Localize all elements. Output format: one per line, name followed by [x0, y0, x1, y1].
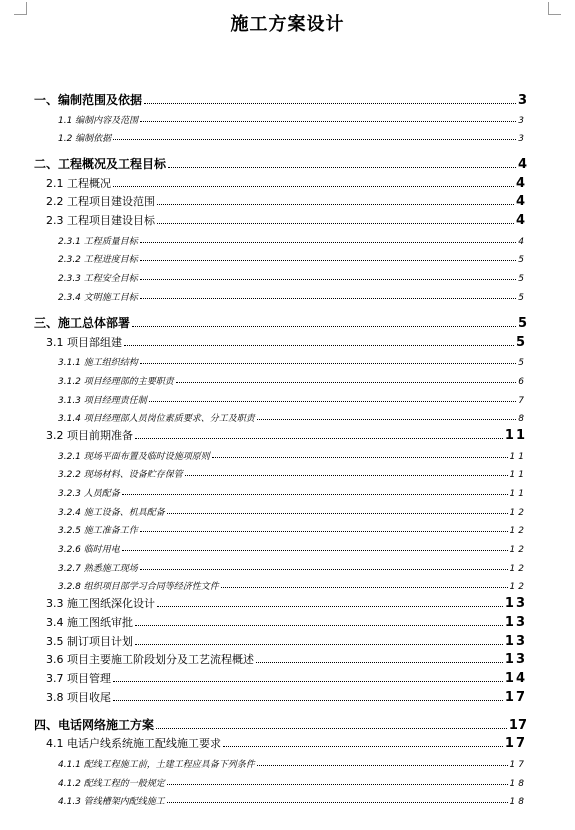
toc-entry-page-number: 18 — [509, 797, 527, 808]
toc-entry-page-number: 5 — [518, 292, 527, 303]
dot-leader — [124, 344, 514, 346]
toc-entry[interactable] — [34, 536, 527, 555]
toc-entry-page-number: 12 — [509, 582, 527, 593]
dot-leader — [122, 549, 508, 551]
toc-entry-label: 4.1.3 管线槽架内配线施工 — [58, 797, 165, 808]
toc-entry-page-number: 5 — [518, 358, 527, 369]
toc-entry[interactable] — [34, 705, 527, 733]
toc-entry[interactable] — [34, 350, 527, 369]
toc-entry-page-number: 5 — [515, 334, 527, 350]
toc-entry-page-number: 12 — [509, 526, 527, 537]
toc-entry-label: 4.1.1 配线工程施工前，土建工程应具备下列条件 — [58, 759, 255, 770]
toc-entry-label: 2.1 工程概况 — [46, 176, 111, 190]
dot-leader — [149, 400, 517, 402]
toc-entry-page-number: 5 — [518, 274, 527, 285]
toc-entry-page-number: 17 — [504, 689, 527, 705]
toc-entry[interactable] — [34, 518, 527, 537]
toc-entry-label: 4.1.2 配线工程的一般规定 — [58, 778, 165, 789]
dot-leader — [176, 381, 517, 383]
toc-entry-label: 3.2.8 组织项目部学习合同等经济性文件 — [58, 582, 219, 593]
dot-leader — [135, 437, 503, 439]
toc-entry-label: 3.4 施工图纸审批 — [46, 615, 133, 629]
toc-entry-page-number: 13 — [504, 633, 527, 649]
toc-entry-label: 2.3.2 工程进度目标 — [58, 255, 138, 266]
dot-leader — [257, 418, 517, 420]
toc-entry-page-number: 18 — [509, 778, 527, 789]
toc-entry-label: 三、施工总体部署 — [34, 315, 131, 330]
toc-entry[interactable] — [34, 751, 527, 770]
toc-entry-label: 3.2.6 临时用电 — [58, 545, 120, 556]
toc-entry-page-number: 4 — [517, 157, 527, 172]
toc-entry-page-number: 17 — [504, 736, 527, 752]
toc-entry-page-number: 11 — [509, 451, 527, 462]
toc-entry-label: 3.5 制订项目计划 — [46, 634, 133, 648]
toc-entry-page-number: 12 — [509, 507, 527, 518]
toc-entry-page-number: 13 — [504, 596, 527, 612]
dot-leader — [157, 605, 503, 607]
toc-entry[interactable] — [34, 172, 527, 191]
toc-entry[interactable] — [34, 331, 527, 350]
toc-entry-label: 3.3 施工图纸深化设计 — [46, 597, 155, 611]
dot-leader — [144, 102, 516, 104]
toc-entry-label: 2.3 工程项目建设目标 — [46, 214, 155, 228]
toc-entry-label: 3.2.4 施工设备、机具配备 — [58, 507, 165, 518]
dot-leader — [140, 120, 516, 122]
dot-leader — [167, 801, 508, 803]
toc-entry[interactable] — [34, 387, 527, 406]
toc-entry-label: 3.1.2 项目经理部的主要职责 — [58, 376, 174, 387]
dot-leader — [135, 643, 503, 645]
toc-entry-label: 四、电话网络施工方案 — [34, 717, 155, 732]
toc-entry[interactable] — [34, 592, 527, 611]
toc-entry[interactable] — [34, 574, 527, 593]
toc-entry-label: 3.2.3 人员配备 — [58, 489, 120, 499]
toc-entry[interactable] — [34, 144, 527, 172]
toc-entry-page-number: 11 — [509, 470, 527, 481]
toc-entry-label: 二、工程概况及工程目标 — [34, 157, 167, 171]
toc-entry-label: 1.2 编制依据 — [58, 134, 112, 144]
dot-leader — [113, 185, 514, 187]
toc-entry[interactable] — [34, 247, 527, 266]
dot-leader — [185, 474, 508, 476]
toc-entry-page-number: 12 — [509, 563, 527, 574]
toc-entry[interactable] — [34, 108, 527, 126]
toc-entry[interactable] — [34, 424, 527, 443]
dot-leader — [140, 259, 517, 261]
toc-entry-label: 3.2.5 施工准备工作 — [58, 526, 138, 537]
toc-entry-label: 一、编制范围及依据 — [34, 93, 143, 107]
toc-entry-page-number: 13 — [504, 614, 527, 630]
toc-entry[interactable] — [34, 443, 527, 462]
toc-entry-label: 3.2.2 现场材料、设备贮存保管 — [58, 470, 183, 481]
dot-leader — [140, 278, 517, 280]
toc-entry-page-number: 7 — [518, 395, 527, 406]
toc-entry-page-number: 5 — [517, 315, 527, 331]
toc-entry-label: 2.2 工程项目建设范围 — [46, 195, 155, 209]
toc-entry-label: 3.8 项目收尾 — [46, 690, 111, 704]
toc-entry-page-number: 4 — [515, 194, 527, 210]
toc-entry-page-number: 4 — [515, 213, 527, 229]
toc-entry-page-number: 12 — [509, 545, 527, 556]
dot-leader — [140, 241, 517, 243]
toc-entry-label: 2.3.4 文明施工目标 — [58, 292, 138, 303]
toc-entry-label: 3.2.1 现场平面布置及临时设施项原则 — [58, 451, 210, 462]
toc-entry[interactable] — [34, 499, 527, 518]
toc-entry-page-number: 17 — [508, 717, 527, 733]
document-title: 施工方案设计 — [230, 14, 345, 35]
toc-entry-page-number: 11 — [504, 427, 527, 443]
toc-entry-label: 2.3.1 工程质量目标 — [58, 236, 138, 247]
dot-leader — [113, 699, 503, 701]
toc-entry-page-number: 6 — [518, 376, 527, 387]
dot-leader — [140, 297, 517, 299]
toc-entry-page-number: 14 — [504, 670, 527, 686]
toc-entry-label: 2.3.3 工程安全目标 — [58, 274, 138, 285]
toc-entry-page-number: 3 — [518, 134, 527, 144]
toc-entry[interactable] — [34, 770, 527, 789]
dot-leader — [140, 530, 508, 532]
dot-leader — [113, 138, 516, 140]
toc-entry-label: 3.2 项目前期准备 — [46, 428, 133, 442]
toc-entry[interactable] — [34, 611, 527, 630]
toc-entry-page-number: 8 — [518, 414, 527, 425]
toc-entry-label: 3.1.3 项目经理责任制 — [58, 395, 147, 406]
toc-entry[interactable] — [34, 191, 527, 210]
dot-leader — [168, 166, 516, 168]
toc-entry[interactable] — [34, 303, 527, 331]
dot-leader — [223, 745, 503, 747]
toc-entry[interactable] — [34, 265, 527, 284]
toc-entry-label: 3.2.7 熟悉施工现场 — [58, 563, 138, 574]
toc-entry[interactable] — [34, 789, 527, 808]
toc-entry[interactable] — [34, 284, 527, 303]
toc-entry[interactable] — [34, 630, 527, 649]
toc-entry-page-number: 4 — [518, 236, 527, 247]
toc-entry[interactable] — [34, 78, 527, 108]
dot-leader — [140, 362, 517, 364]
toc-entry-label: 3.6 项目主要施工阶段划分及工艺流程概述 — [46, 653, 254, 667]
toc-entry[interactable] — [34, 733, 527, 752]
toc-entry-label: 3.1 项目部组建 — [46, 335, 122, 349]
dot-leader — [132, 325, 516, 327]
dot-leader — [140, 568, 508, 570]
toc-entry-label: 3.7 项目管理 — [46, 671, 111, 685]
toc-entry-label: 3.1.1 施工组织结构 — [58, 358, 138, 369]
toc-entry[interactable] — [34, 649, 527, 668]
toc-entry-page-number: 3 — [518, 116, 527, 126]
toc-entry[interactable] — [34, 406, 527, 425]
toc-entry-page-number: 5 — [518, 255, 527, 266]
dot-leader — [167, 783, 508, 785]
toc-entry[interactable] — [34, 209, 527, 228]
dot-leader — [122, 493, 508, 495]
toc-entry[interactable] — [34, 686, 527, 705]
toc-entry-page-number: 4 — [515, 175, 527, 191]
dot-leader — [135, 624, 503, 626]
dot-leader — [157, 222, 514, 224]
toc-entry[interactable] — [34, 667, 527, 686]
dot-leader — [221, 586, 508, 588]
toc-entry-page-number: 3 — [517, 93, 527, 108]
dot-leader — [257, 764, 508, 766]
toc-entry-label: 4.1 电话户线系统施工配线施工要求 — [46, 737, 221, 751]
toc-entry-page-number: 17 — [509, 759, 527, 770]
toc-entry[interactable] — [34, 480, 527, 499]
dot-leader — [256, 661, 503, 663]
toc-entry[interactable] — [34, 462, 527, 481]
toc-entry[interactable] — [34, 368, 527, 387]
dot-leader — [156, 727, 507, 729]
dot-leader — [157, 203, 514, 205]
dot-leader — [212, 456, 508, 458]
toc-entry[interactable] — [34, 555, 527, 574]
toc-entry[interactable] — [34, 228, 527, 247]
toc-entry-label: 3.1.4 项目经理部人员岗位素质要求、分工及职责 — [58, 414, 255, 425]
table-of-contents — [34, 78, 527, 807]
dot-leader — [113, 680, 503, 682]
toc-entry-page-number: 11 — [509, 489, 527, 499]
toc-entry-label: 1.1 编制内容及范围 — [58, 116, 139, 126]
dot-leader — [167, 512, 508, 514]
toc-entry[interactable] — [34, 126, 527, 144]
toc-entry-page-number: 13 — [504, 652, 527, 668]
